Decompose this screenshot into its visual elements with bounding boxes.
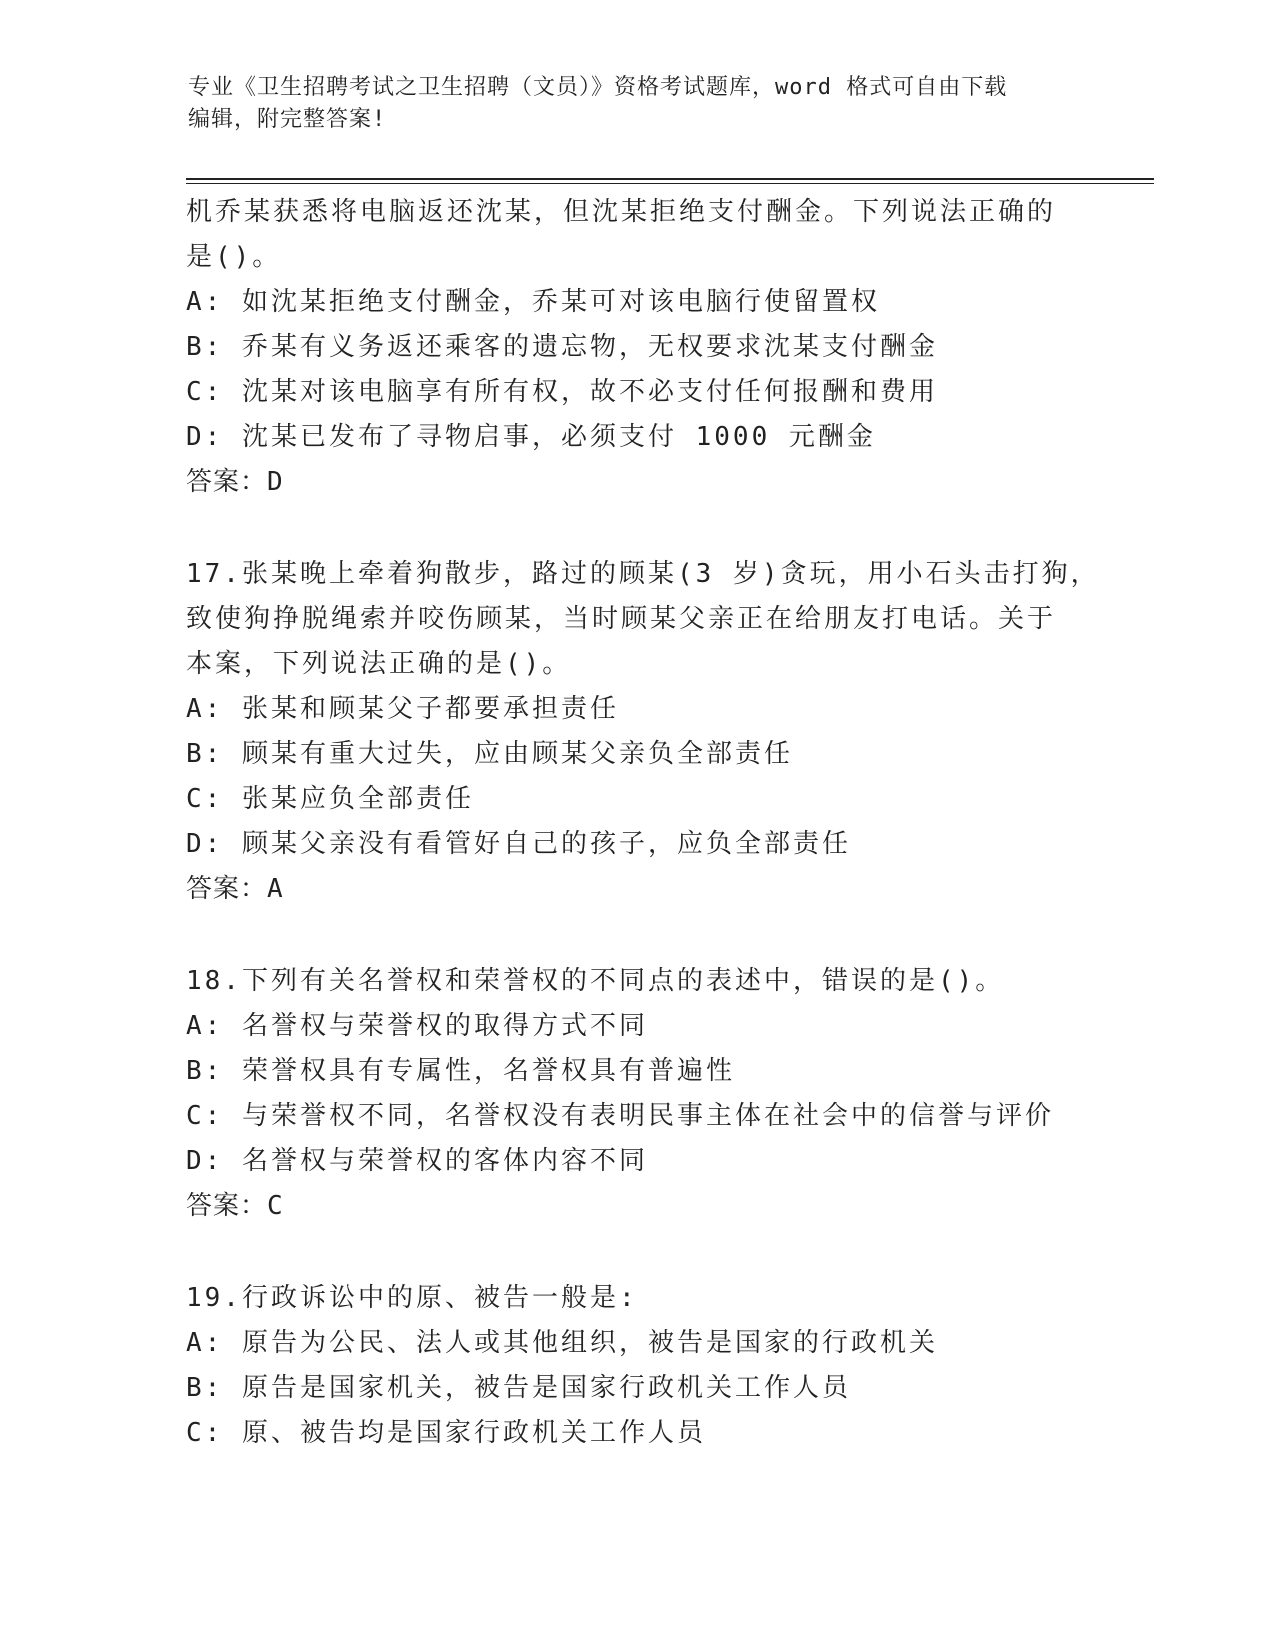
option-b: B: 乔某有义务返还乘客的遗忘物，无权要求沈某支付酬金 [186,332,938,362]
option-d: D: 名誉权与荣誉权的客体内容不同 [186,1146,648,1176]
question-19 [186,1276,1086,1456]
question-stem-line: 19.行政诉讼中的原、被告一般是: [186,1283,638,1313]
answer-value: C [267,1191,284,1221]
question-stem-line: 机乔某获悉将电脑返还沈某，但沈某拒绝支付酬金。下列说法正确的 [186,197,1057,227]
option-b: B: 原告是国家机关，被告是国家行政机关工作人员 [186,1373,851,1403]
question-18 [186,959,1086,1229]
page-header [188,72,1068,136]
option-a: A: 名誉权与荣誉权的取得方式不同 [186,1011,648,1041]
option-a: A: 原告为公民、法人或其他组织，被告是国家的行政机关 [186,1328,938,1358]
answer-value: D [267,467,284,497]
question-stem-line: 是()。 [186,242,282,272]
question-stem-line: 致使狗挣脱绳索并咬伤顾某，当时顾某父亲正在给朋友打电话。关于 [186,604,1057,634]
answer-label: 答案： [186,874,268,904]
question-stem-line: 18.下列有关名誉权和荣誉权的不同点的表述中，错误的是()。 [186,966,1005,996]
answer-line [186,1184,1086,1229]
answer-label: 答案： [186,1191,268,1221]
answer-line [186,460,1086,505]
option-c: C: 与荣誉权不同，名誉权没有表明民事主体在社会中的信誉与评价 [186,1101,1054,1131]
question-stem-line: 17.张某晚上牵着狗散步，路过的顾某(3 岁)贪玩，用小石头击打狗， [186,559,1100,589]
option-d: D: 顾某父亲没有看管好自己的孩子，应负全部责任 [186,829,851,859]
header-line-2: 编辑，附完整答案! [188,107,387,132]
option-b: B: 荣誉权具有专属性，名誉权具有普遍性 [186,1056,735,1086]
option-c: C: 原、被告均是国家行政机关工作人员 [186,1418,706,1448]
option-c: C: 张某应负全部责任 [186,784,474,814]
option-b: B: 顾某有重大过失，应由顾某父亲负全部责任 [186,739,793,769]
option-d: D: 沈某已发布了寻物启事，必须支付 1000 元酬金 [186,422,876,452]
answer-value: A [267,874,284,904]
option-a: A: 如沈某拒绝支付酬金，乔某可对该电脑行使留置权 [186,287,880,317]
answer-label: 答案： [186,467,268,497]
header-divider [186,178,1154,184]
option-a: A: 张某和顾某父子都要承担责任 [186,694,619,724]
header-line-1: 专业《卫生招聘考试之卫生招聘（文员）》资格考试题库，word 格式可自由下载 [188,75,1008,100]
answer-line [186,867,1086,912]
question-16-continued [186,190,1086,505]
question-list [186,190,1100,1456]
question-stem-line: 本案，下列说法正确的是()。 [186,649,572,679]
question-17 [186,552,1100,912]
option-c: C: 沈某对该电脑享有所有权，故不必支付任何报酬和费用 [186,377,938,407]
